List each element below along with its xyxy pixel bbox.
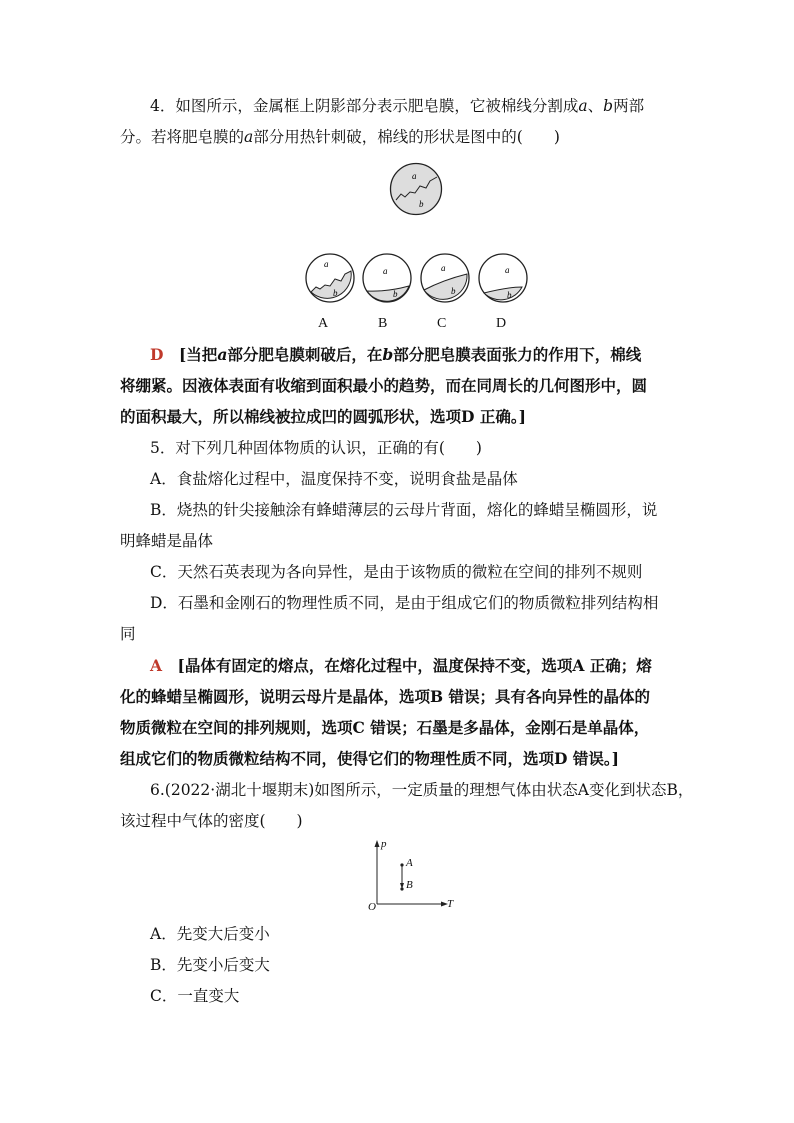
axis-label-p: p <box>381 838 387 850</box>
q4-stem-line1 <box>150 96 644 116</box>
q4-text-end: 两部 <box>613 97 645 115</box>
q5-exp-text: [晶体有固定的熔点，在熔化过程中，温度保持不变，选项A 正确；熔 <box>177 656 652 675</box>
q5-option-b-line1: B．烧热的针尖接触涂有蜂蜡薄层的云母片背面，熔化的蜂蜡呈椭圆形，说 <box>150 501 658 519</box>
option-figure-a <box>306 254 354 302</box>
q4-exp-var-b: b <box>382 345 394 364</box>
axis-label-t: T <box>447 898 454 910</box>
q5-stem: 5．对下列几种固体物质的认识，正确的有( ) <box>150 439 482 457</box>
q5-option-d-line2: 同 <box>120 625 136 643</box>
svg-text:b: b <box>451 286 456 296</box>
option-figures <box>303 252 533 304</box>
fig-label-b: b <box>419 199 424 209</box>
q5-explanation-line2: 化的蜂蜡呈椭圆形，说明云母片是晶体，选项B 错误；具有各向异性的晶体的 <box>120 687 650 706</box>
option-figure-c <box>421 254 469 302</box>
soap-film-figure <box>388 162 444 216</box>
q6-stem-line1: 6.(2022·湖北十堰期末)如图所示，一定质量的理想气体由状态A变化到状态B， <box>150 781 694 799</box>
origin-label: O <box>368 901 376 913</box>
option-figure-d <box>479 254 527 302</box>
state-a-point <box>400 863 403 866</box>
q4-text2: 分。若将肥皂膜的 <box>120 128 245 146</box>
q4-sep: 、 <box>587 97 604 115</box>
q4-stem-line2 <box>120 127 560 147</box>
q4-exp-text: [当把 <box>178 345 218 364</box>
svg-text:a: a <box>441 263 446 273</box>
q4-text2-end: 部分用热针刺破，棉线的形状是图中的( ) <box>253 128 560 146</box>
q6-stem-line2: 该过程中气体的密度( ) <box>120 812 303 830</box>
q6-option-c: C．一直变大 <box>150 987 240 1005</box>
q4-exp-text3: 部分肥皂膜表面张力的作用下，棉线 <box>393 345 642 364</box>
q5-explanation-line1 <box>150 656 652 676</box>
option-label-a: A <box>318 316 329 331</box>
q4-explanation-line1 <box>150 345 641 365</box>
state-b-label: B <box>406 879 413 891</box>
q5-option-b-line2: 明蜂蜡是晶体 <box>120 532 214 550</box>
q4-var-b: b <box>603 97 614 115</box>
q4-explanation-line2: 将绷紧。因液体表面有收缩到面积最小的趋势，而在同周长的几何图形中，圆 <box>120 376 648 395</box>
q5-option-a: A．食盐熔化过程中，温度保持不变，说明食盐是晶体 <box>150 470 518 488</box>
q4-var-a2: a <box>244 128 254 146</box>
option-figure-b <box>363 254 411 302</box>
option-label-b: B <box>378 316 388 331</box>
state-a-label: A <box>406 857 413 869</box>
q5-answer: A <box>150 656 163 675</box>
q6-option-b: B．先变小后变大 <box>150 956 270 974</box>
svg-text:b: b <box>393 289 398 299</box>
q5-option-c: C．天然石英表现为各向异性，是由于该物质的微粒在空间的排列不规则 <box>150 563 643 581</box>
q5-option-d-line1: D．石墨和金刚石的物理性质不同，是由于组成它们的物质微粒排列结构相 <box>150 594 659 612</box>
q5-explanation-line3: 物质微粒在空间的排列规则，选项C 错误；石墨是多晶体，金刚石是单晶体， <box>120 718 650 737</box>
q4-exp-var-a: a <box>217 345 228 364</box>
q4-text: 4．如图所示，金属框上阴影部分表示肥皂膜，它被棉线分割成 <box>150 97 579 115</box>
q4-exp-text2: 部分肥皂膜刺破后，在 <box>227 345 383 364</box>
svg-text:a: a <box>505 265 510 275</box>
q4-answer: D <box>150 345 164 364</box>
q4-explanation-line3: 的面积最大，所以棉线被拉成凹的圆弧形状，选项D 正确。] <box>120 407 526 426</box>
q6-option-a: A．先变大后变小 <box>150 925 270 943</box>
q4-var-a: a <box>578 97 588 115</box>
option-label-c: C <box>437 316 447 331</box>
state-b-point <box>400 887 403 890</box>
svg-text:a: a <box>324 259 329 269</box>
q5-explanation-line4: 组成它们的物质微粒结构不同，使得它们的物理性质不同，选项D 错误。] <box>120 749 619 768</box>
svg-text:b: b <box>333 288 338 298</box>
fig-label-a: a <box>412 171 417 181</box>
svg-text:a: a <box>383 266 388 276</box>
option-label-d: D <box>496 316 507 331</box>
svg-text:b: b <box>507 290 512 300</box>
